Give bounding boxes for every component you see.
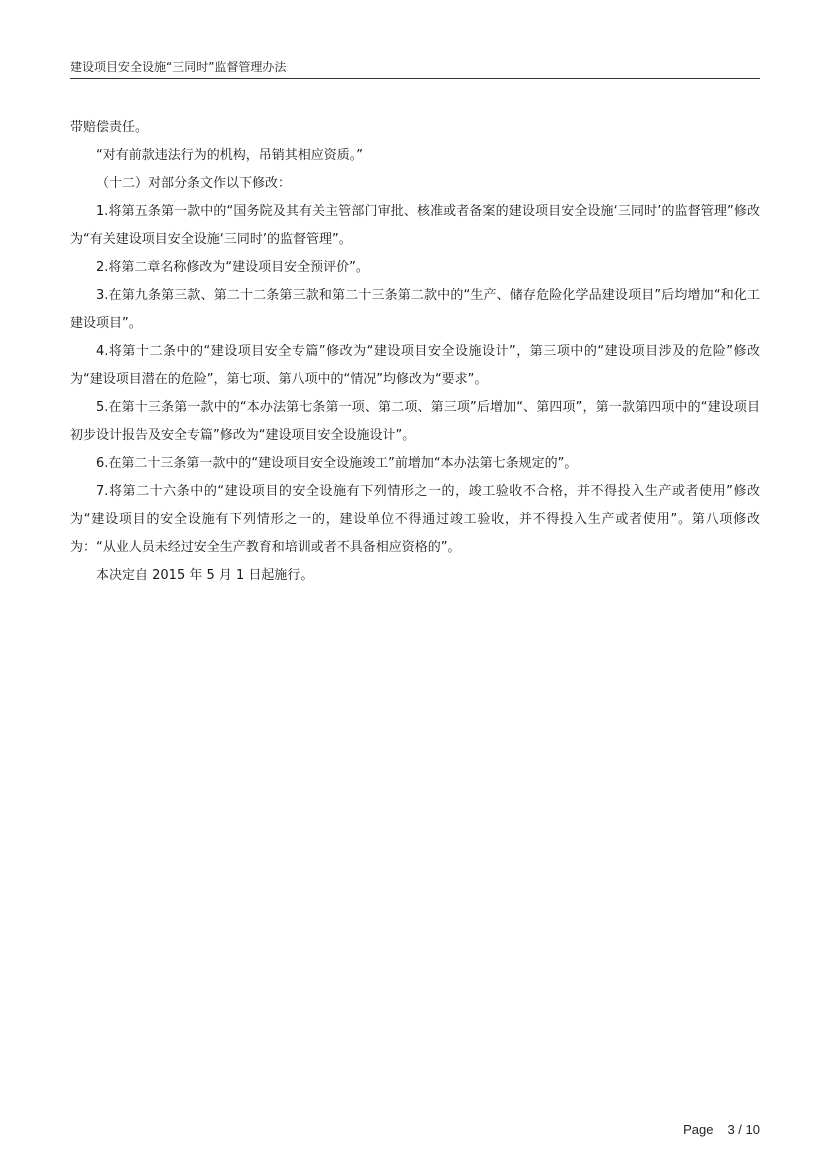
paragraph: 3.在第九条第三款、第二十二条第三款和第二十三条第二款中的“生产、储存危险化学品建设项目”后均增加“和化工建设项目”。 xyxy=(70,288,760,331)
document-body xyxy=(70,114,760,590)
paragraph: （十二）对部分条文作以下修改： xyxy=(96,176,292,191)
paragraph: 6.在第二十三条第一款中的“建设项目安全设施竣工”前增加“本办法第七条规定的”。 xyxy=(96,456,578,471)
paragraph: 2.将第二章名称修改为“建设项目安全预评价”。 xyxy=(96,260,369,275)
paragraph: 4.将第十二条中的“建设项目安全专篇”修改为“建设项目安全设施设计”，第三项中的“建设项目涉及的危险”修改为“建设项目潜在的危险”，第七项、第八项中的“情况”均修改为“要求”。 xyxy=(70,344,760,387)
paragraph: 1.将第五条第一款中的“国务院及其有关主管部门审批、核准或者备案的建设项目安全设施‘三同时’的监督管理”修改为“有关建设项目安全设施‘三同时’的监督管理”。 xyxy=(70,204,760,247)
paragraph: 本决定自 2015 年 5 月 1 日起施行。 xyxy=(96,568,314,583)
paragraph: “对有前款违法行为的机构，吊销其相应资质。” xyxy=(96,148,363,163)
paragraph: 5.在第十三条第一款中的“本办法第七条第一项、第二项、第三项”后增加“、第四项”，第一款第四项中的“建设项目初步设计报告及安全专篇”修改为“建设项目安全设施设计”。 xyxy=(70,400,760,443)
page-label: Page xyxy=(683,1122,714,1137)
page-number: 3 / 10 xyxy=(727,1122,760,1137)
page-header xyxy=(70,58,760,79)
paragraph: 带赔偿责任。 xyxy=(70,120,149,135)
header-title: 建设项目安全设施“三同时”监督管理办法 xyxy=(70,60,287,74)
paragraph: 7.将第二十六条中的“建设项目的安全设施有下列情形之一的，竣工验收不合格，并不得投入生产或者使用”修改为“建设项目的安全设施有下列情形之一的，建设单位不得通过竣工验收，并不得投入生产或者使用”。第八项修改为：“从业人员未经过安全生产教育和培训或者不具备相应资格的”。 xyxy=(70,484,760,555)
page-footer xyxy=(640,1121,760,1139)
